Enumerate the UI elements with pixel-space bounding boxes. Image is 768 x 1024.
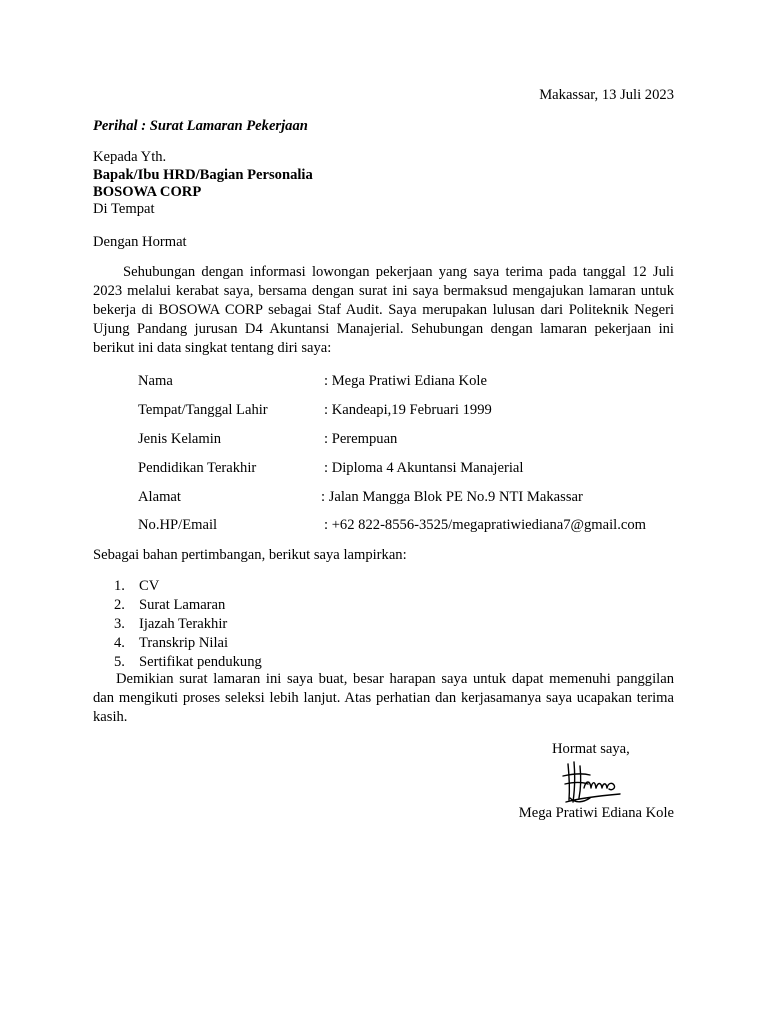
list-item-text: Surat Lamaran xyxy=(139,597,226,613)
detail-label: Jenis Kelamin xyxy=(138,431,222,447)
attachments-intro: Sebagai bahan pertimbangan, berikut saya lampirkan: xyxy=(93,547,407,563)
list-item-number: 3. xyxy=(114,616,125,632)
greeting: Dengan Hormat xyxy=(93,234,187,250)
recipient-to: Kepada Yth. xyxy=(93,149,167,165)
detail-row xyxy=(138,459,698,478)
detail-label: No.HP/Email xyxy=(138,517,218,533)
signer-name: Mega Pratiwi Ediana Kole xyxy=(518,805,674,821)
list-item-number: 5. xyxy=(114,654,125,670)
detail-row xyxy=(138,372,698,391)
intro-paragraph: Sehubungan dengan informasi lowongan pekerjaan yang saya terima pada tanggal 12 Juli 2023 melalui kerabat saya, bersama dengan surat ini saya bermaksud mengajukan lamaran untuk bekerja di BOSOWA CORP sebagai Staf Audit. Saya merupakan lulusan dari Politeknik Negeri Ujung Pandang jurusan D4 Akuntansi Manajerial. Sehubungan dengan lamaran pekerjaan ini berikut ini data singkat tentang diri saya: xyxy=(93,264,674,356)
list-item-number: 4. xyxy=(114,635,125,651)
recipient-location: Di Tempat xyxy=(93,201,155,217)
list-item-text: Transkrip Nilai xyxy=(139,635,229,651)
detail-label: Pendidikan Terakhir xyxy=(138,460,257,476)
detail-value: : Kandeapi,19 Februari 1999 xyxy=(324,402,492,418)
detail-label: Alamat xyxy=(138,489,181,505)
detail-value: : Mega Pratiwi Ediana Kole xyxy=(324,373,487,389)
detail-row xyxy=(138,430,698,449)
detail-value: : Perempuan xyxy=(324,431,398,447)
detail-row xyxy=(138,488,698,507)
detail-label: Nama xyxy=(138,373,173,389)
detail-label: Tempat/Tanggal Lahir xyxy=(138,402,268,418)
closing-paragraph: Demikian surat lamaran ini saya buat, besar harapan saya untuk dapat memenuhi panggilan dan mengikuti proses seleksi lebih lanjut. Atas perhatian dan kerjasamanya saya ucapakan terima kasih. xyxy=(93,671,674,725)
list-item-text: Ijazah Terakhir xyxy=(139,616,228,632)
list-item-number: 1. xyxy=(114,578,125,594)
list-item-text: Sertifikat pendukung xyxy=(139,654,262,670)
list-item-number: 2. xyxy=(114,597,125,613)
detail-value: : +62 822-8556-3525/megapratiwiediana7@gmail.com xyxy=(324,517,646,533)
signature-icon xyxy=(560,758,622,806)
detail-value: : Jalan Mangga Blok PE No.9 NTI Makassar xyxy=(321,489,583,505)
place-date: Makassar, 13 Juli 2023 xyxy=(539,87,674,103)
detail-row xyxy=(138,401,698,420)
recipient-name: Bapak/Ibu HRD/Bagian Personalia xyxy=(93,167,313,183)
detail-value: : Diploma 4 Akuntansi Manajerial xyxy=(324,460,524,476)
recipient-company: BOSOWA CORP xyxy=(93,184,202,200)
list-item xyxy=(114,596,225,615)
detail-row xyxy=(138,516,698,535)
subject-line: Perihal : Surat Lamaran Pekerjaan xyxy=(93,118,308,134)
list-item xyxy=(114,615,227,634)
list-item xyxy=(114,577,159,596)
sign-off: Hormat saya, xyxy=(552,741,630,757)
list-item xyxy=(114,634,228,653)
list-item-text: CV xyxy=(139,578,160,594)
